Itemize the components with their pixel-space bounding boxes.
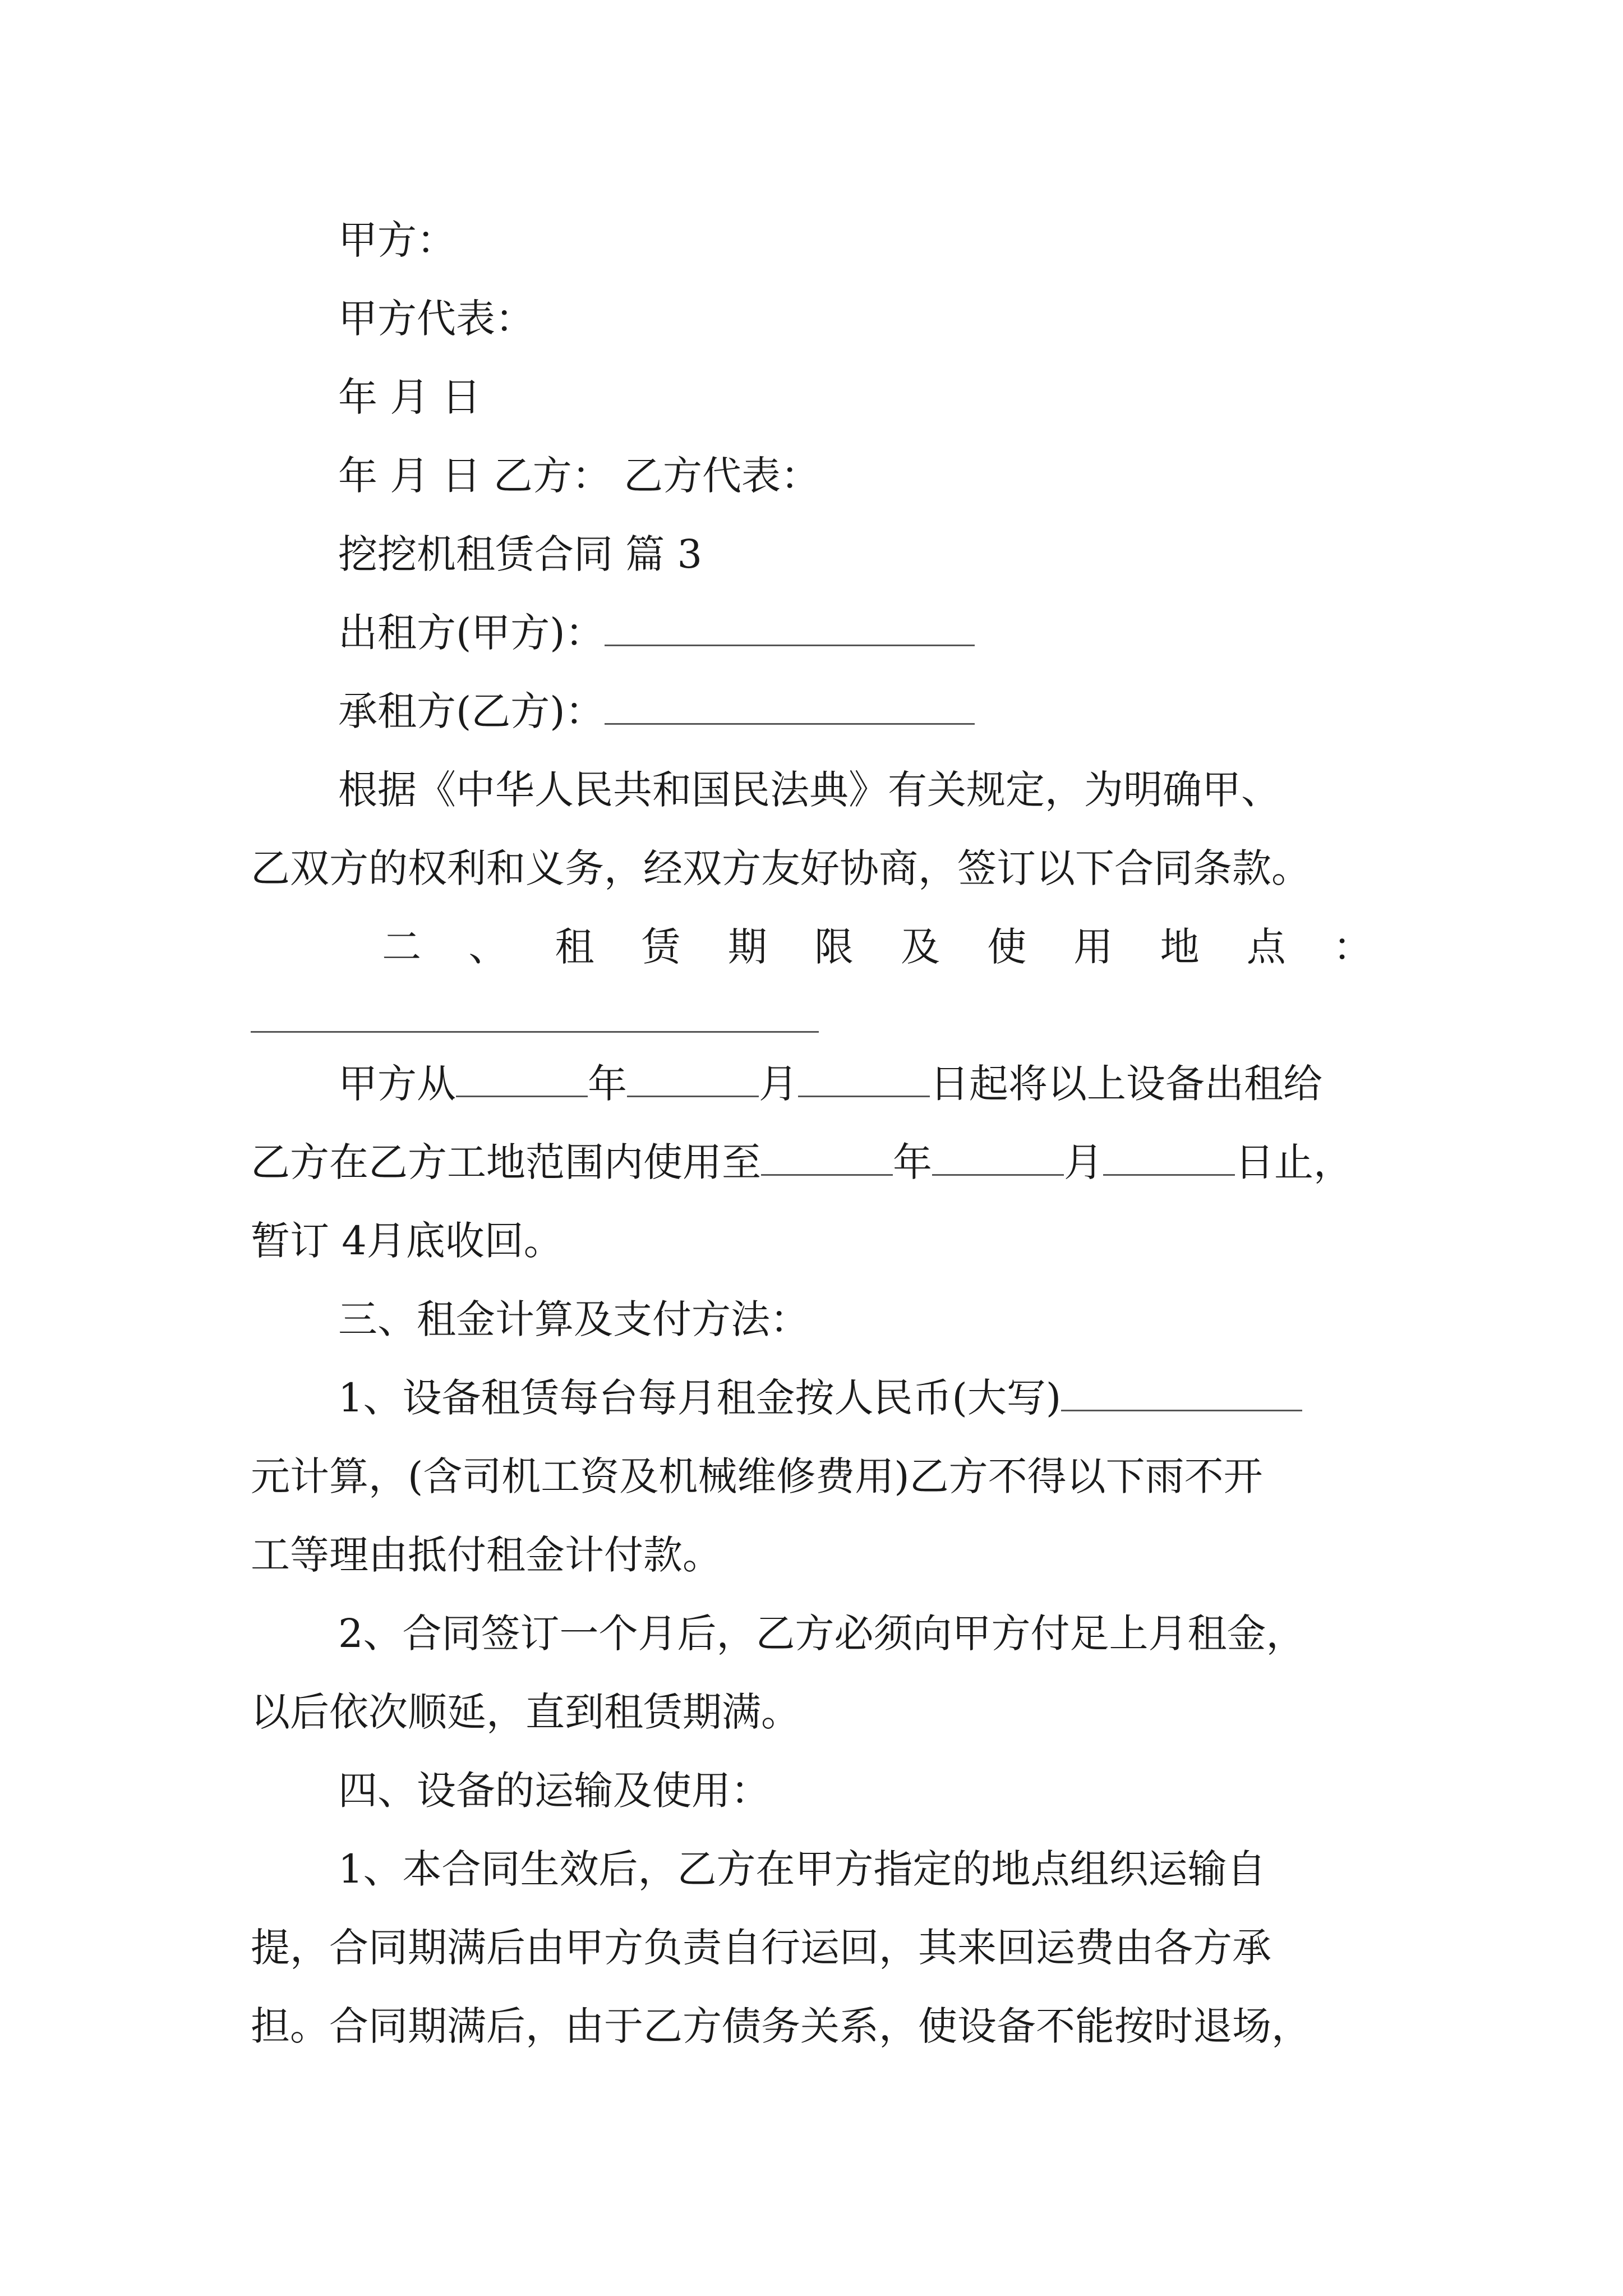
payment-line-2: 以后依次顺延，直到租赁期满。 [251, 1689, 800, 1735]
preamble-line-1: 根据《中华人民共和国民法典》有关规定，为明确甲、 [338, 767, 1280, 813]
text-segment: 日起将以上设备出租给 [930, 1061, 1322, 1107]
text-segment: 月 [1064, 1139, 1103, 1185]
date-party-b-line: 年 月 日 乙方： 乙方代表： [338, 453, 820, 499]
end-year-blank[interactable] [761, 1139, 893, 1176]
text-segment: 乙方在乙方工地范围内使用至 [251, 1139, 761, 1185]
text-segment: 甲方从 [338, 1061, 456, 1107]
party-a-representative-label: 甲方代表： [338, 296, 534, 342]
start-month-blank[interactable] [627, 1061, 759, 1097]
heading-char: ： [1332, 924, 1372, 970]
heading-char: 期 [727, 924, 767, 970]
preamble-line-2: 乙双方的权利和义务，经双方友好协商，签订以下合同条款。 [251, 845, 1311, 891]
lessor-label: 出租方(甲方)： [338, 610, 605, 656]
party-a-label: 甲方： [338, 217, 456, 263]
lease-end-line [251, 1134, 1353, 1190]
end-day-blank[interactable] [1103, 1139, 1235, 1176]
lessee-line [338, 683, 975, 739]
lessor-line [338, 605, 975, 661]
start-year-blank[interactable] [456, 1061, 588, 1097]
rent-line-1 [338, 1370, 1302, 1426]
section-title: 挖挖机租赁合同 篇 3 [338, 531, 703, 577]
text-segment: 年 [588, 1061, 627, 1107]
lessee-label: 承租方(乙方)： [338, 688, 605, 734]
end-month-blank[interactable] [932, 1139, 1064, 1176]
rent-line-3: 工等理由抵付租金计付款。 [251, 1532, 722, 1578]
rent-amount-blank[interactable] [1061, 1375, 1302, 1411]
tentative-return-line: 暂订 4月底收回。 [251, 1218, 563, 1264]
heading-char: 地 [1160, 924, 1200, 970]
heading-char: 、 [468, 924, 508, 970]
transport-line-2: 提，合同期满后由甲方负责自行运回，其来回运费由各方承 [251, 1925, 1271, 1971]
lease-start-line [338, 1056, 1322, 1112]
clause-2-heading [251, 919, 1372, 975]
transport-line-1: 1、本合同生效后，乙方在甲方指定的地点组织运输自 [338, 1846, 1266, 1892]
start-day-blank[interactable] [798, 1061, 930, 1097]
heading-char: 用 [1073, 924, 1113, 970]
rent-line-2: 元计算，(含司机工资及机械维修费用)乙方不得以下雨不开 [251, 1453, 1263, 1499]
text-segment: 月 [759, 1061, 798, 1107]
heading-char: 二 [382, 924, 422, 970]
text-segment: 日止， [1235, 1139, 1353, 1185]
heading-char: 租 [555, 924, 594, 970]
heading-char: 使 [987, 924, 1027, 970]
location-blank[interactable] [251, 1031, 819, 1033]
text-segment: 1、设备租赁每台每月租金按人民币(大写) [338, 1375, 1062, 1421]
heading-char: 赁 [641, 924, 681, 970]
payment-line-1: 2、合同签订一个月后，乙方必须向甲方付足上月租金， [338, 1611, 1306, 1657]
heading-char: 及 [901, 924, 940, 970]
date-line: 年 月 日 [338, 374, 481, 420]
heading-char: 点 [1246, 924, 1286, 970]
clause-4-heading: 四、设备的运输及使用： [338, 1768, 770, 1814]
lessor-blank[interactable] [605, 610, 975, 646]
lessee-blank[interactable] [605, 688, 975, 725]
clause-3-heading: 三、租金计算及支付方法： [338, 1296, 809, 1342]
heading-char: 限 [814, 924, 854, 970]
transport-line-3: 担。合同期满后，由于乙方债务关系，使设备不能按时退场， [251, 2003, 1311, 2049]
text-segment: 年 [893, 1139, 932, 1185]
